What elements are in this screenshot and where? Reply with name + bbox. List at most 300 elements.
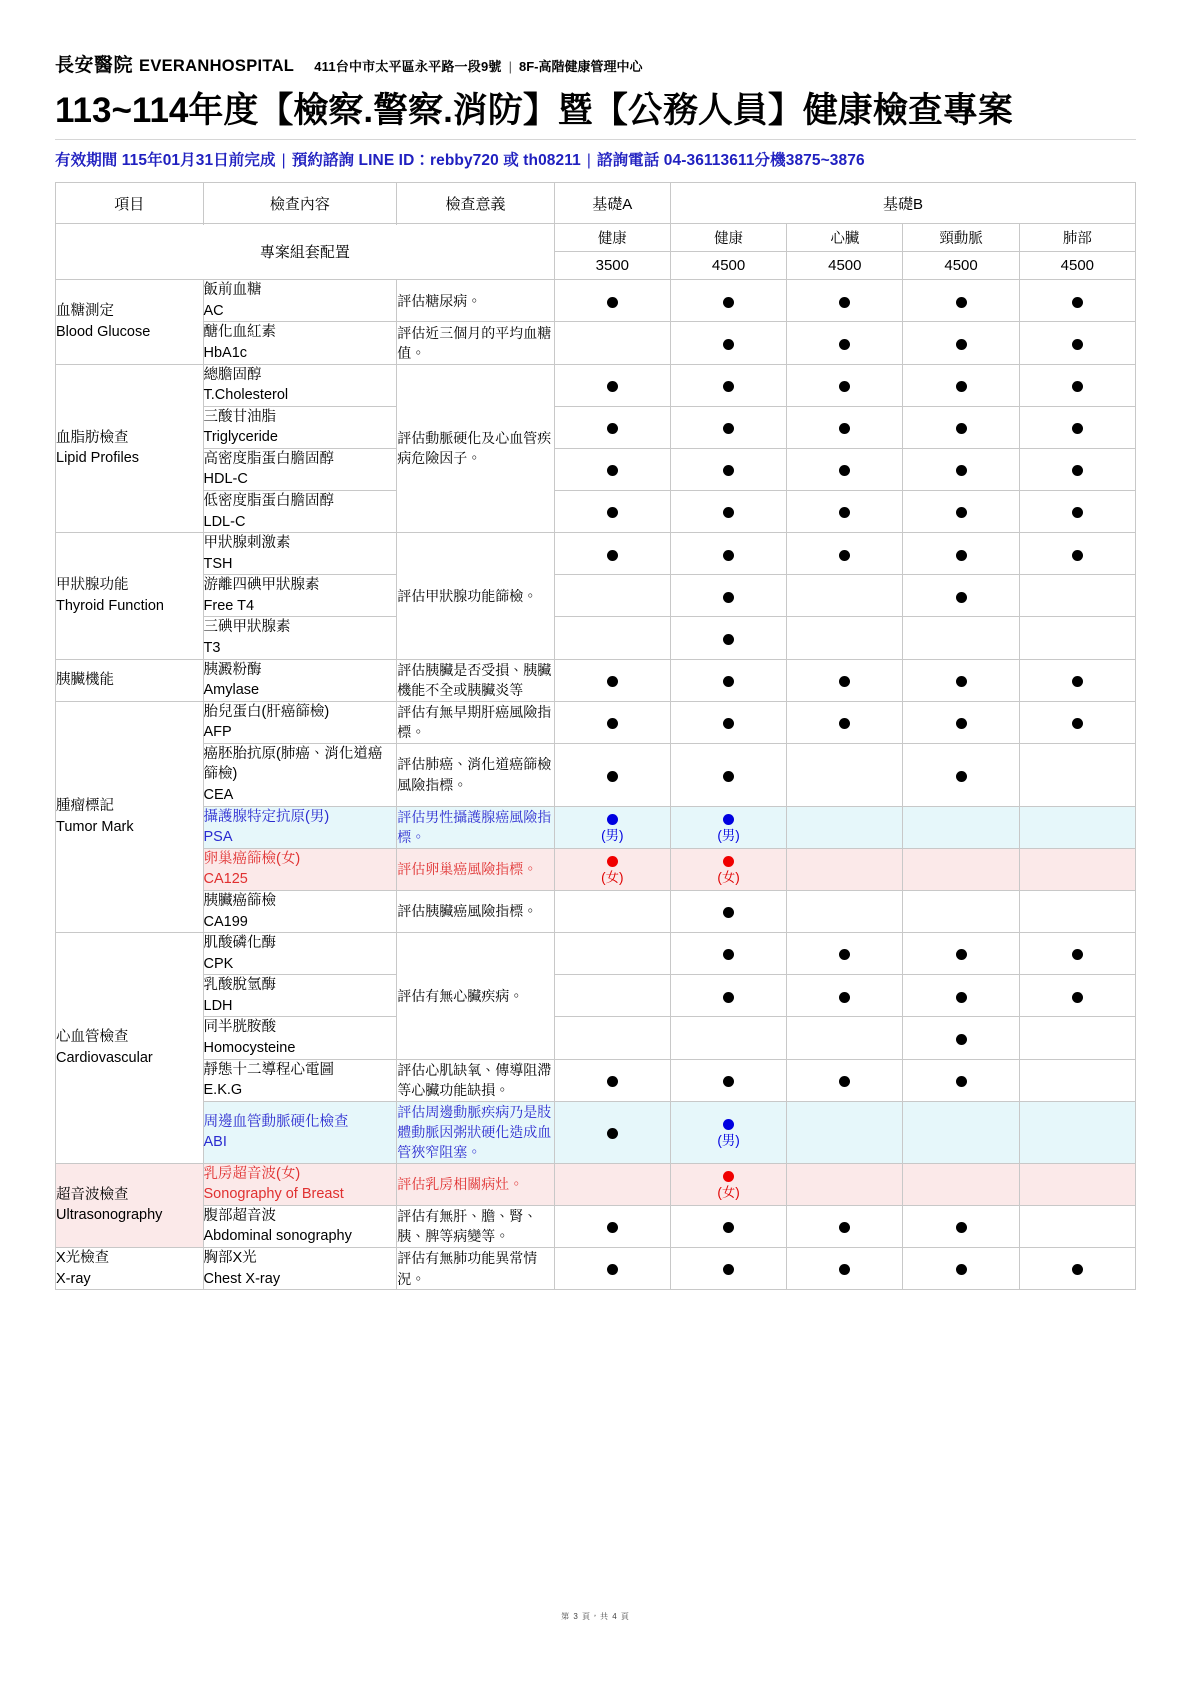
- plan-mark-cell: [787, 322, 903, 364]
- plan-mark-cell: [670, 322, 786, 364]
- plan-mark-cell: [1019, 1017, 1135, 1059]
- plan-mark-cell: [903, 322, 1019, 364]
- plan-mark-cell: [1019, 933, 1135, 975]
- plan-mark-cell: [1019, 975, 1135, 1017]
- header-row-1: [56, 183, 1136, 224]
- included-dot-icon: [723, 634, 734, 645]
- table-row: [56, 617, 1136, 659]
- plan-mark-cell: [554, 1017, 670, 1059]
- clinic-header: [55, 0, 1136, 77]
- meaning-cell: 評估有無肺功能異常情況。: [397, 1247, 554, 1289]
- meaning-cell: 評估乳房相關病灶。: [397, 1163, 554, 1205]
- included-dot-icon-male: [723, 1119, 734, 1130]
- item-cell: 腹部超音波 Abdominal sonography: [203, 1205, 397, 1247]
- plan-mark-cell: [1019, 1247, 1135, 1289]
- plan-mark-cell: [787, 701, 903, 743]
- plan-mark-cell: [554, 1205, 670, 1247]
- included-dot-icon-male: [723, 814, 734, 825]
- plan-price-0: 3500: [554, 252, 670, 280]
- plan-mark-cell: [787, 490, 903, 532]
- plan-mark-cell: [670, 806, 786, 848]
- category-cell: 血脂肪檢查 Lipid Profiles: [56, 364, 204, 533]
- meaning-cell: 評估有無肝、膽、腎、胰、脾等病變等。: [397, 1205, 554, 1247]
- plan-mark-cell: [1019, 890, 1135, 932]
- item-cell: 乳酸脫氫酶 LDH: [203, 975, 397, 1017]
- included-dot-icon: [956, 592, 967, 603]
- page-title: 113~114年度【檢察.警察.消防】暨【公務人員】健康檢查專案: [55, 91, 1013, 130]
- plan-price-4: 4500: [1019, 252, 1135, 280]
- plan-mark-cell: [554, 659, 670, 701]
- category-cell: X光檢查 X-ray: [56, 1247, 204, 1289]
- category-cell: 血糖測定 Blood Glucose: [56, 280, 204, 364]
- subtitle-divider: [55, 139, 1136, 170]
- included-dot-icon: [839, 550, 850, 561]
- contact-line: [55, 148, 1136, 170]
- table-row: [56, 490, 1136, 532]
- item-cell: 飯前血糖 AC: [203, 280, 397, 322]
- included-dot-icon: [723, 423, 734, 434]
- plan-mark-cell: [903, 1205, 1019, 1247]
- item-cell: 總膽固醇 T.Cholesterol: [203, 364, 397, 406]
- included-dot-icon: [607, 423, 618, 434]
- plan-mark-cell: [670, 890, 786, 932]
- plan-mark-cell: [1019, 848, 1135, 890]
- included-dot-icon: [956, 339, 967, 350]
- plan-mark-cell: [554, 575, 670, 617]
- plan-mark-cell: [1019, 659, 1135, 701]
- plan-mark-cell: [903, 1059, 1019, 1101]
- table-row: [56, 743, 1136, 806]
- table-row: [56, 659, 1136, 701]
- table-row: [56, 806, 1136, 848]
- table-row: [56, 280, 1136, 322]
- included-dot-icon: [956, 1222, 967, 1233]
- item-cell: 低密度脂蛋白膽固醇 LDL-C: [203, 490, 397, 532]
- plan-mark-cell: [554, 890, 670, 932]
- included-dot-icon: [723, 1264, 734, 1275]
- plan-name-1: 健康: [670, 224, 786, 252]
- item-cell: 高密度脂蛋白膽固醇 HDL-C: [203, 448, 397, 490]
- plan-mark-cell: [903, 280, 1019, 322]
- table-row: [56, 848, 1136, 890]
- included-dot-icon: [1072, 949, 1083, 960]
- meaning-cell: 評估糖尿病。: [397, 280, 554, 322]
- plan-mark-cell: [1019, 1059, 1135, 1101]
- plan-mark-cell: [1019, 1163, 1135, 1205]
- plan-mark-cell: [670, 1101, 786, 1163]
- plan-mark-cell: [787, 975, 903, 1017]
- included-dot-icon: [723, 907, 734, 918]
- meaning-cell: 評估男性攝護腺癌風險指標。: [397, 806, 554, 848]
- plan-mark-cell: [554, 1101, 670, 1163]
- item-cell: 同半胱胺酸 Homocysteine: [203, 1017, 397, 1059]
- included-dot-icon-female: [723, 856, 734, 867]
- plan-mark-cell: [903, 406, 1019, 448]
- item-cell: 三碘甲狀腺素 T3: [203, 617, 397, 659]
- table-row: [56, 890, 1136, 932]
- plan-mark-cell: [670, 1205, 786, 1247]
- included-dot-icon: [723, 297, 734, 308]
- plan-mark-cell: [787, 890, 903, 932]
- included-dot-icon: [1072, 718, 1083, 729]
- table-row: [56, 1059, 1136, 1101]
- plan-mark-cell: [903, 701, 1019, 743]
- included-dot-icon: [1072, 1264, 1083, 1275]
- item-cell: 胰澱粉酶 Amylase: [203, 659, 397, 701]
- table-header: [56, 183, 1136, 280]
- included-dot-icon: [1072, 381, 1083, 392]
- included-dot-icon: [839, 718, 850, 729]
- included-dot-icon: [607, 507, 618, 518]
- plan-mark-cell: [903, 364, 1019, 406]
- included-dot-icon: [723, 771, 734, 782]
- meaning-cell: 評估卵巢癌風險指標。: [397, 848, 554, 890]
- plan-mark-cell: [554, 975, 670, 1017]
- included-dot-icon: [1072, 297, 1083, 308]
- included-dot-icon: [1072, 550, 1083, 561]
- plan-mark-cell: [903, 1101, 1019, 1163]
- subline-sep-2: |: [586, 152, 591, 170]
- item-cell: 胎兒蛋白(肝癌篩檢) AFP: [203, 701, 397, 743]
- included-dot-icon: [723, 592, 734, 603]
- plan-price-3: 4500: [903, 252, 1019, 280]
- included-dot-icon: [1072, 423, 1083, 434]
- plan-mark-cell: [670, 701, 786, 743]
- meaning-cell: 評估周邊動脈疾病乃是肢體動脈因粥狀硬化造成血管狹窄阻塞。: [397, 1101, 554, 1163]
- table-row: [56, 575, 1136, 617]
- subline-sep-1: |: [281, 152, 286, 170]
- male-only-label: (男): [717, 1133, 740, 1149]
- plan-mark-cell: [903, 575, 1019, 617]
- plan-mark-cell: [1019, 617, 1135, 659]
- table-row: [56, 1017, 1136, 1059]
- plan-mark-cell: [554, 406, 670, 448]
- clinic-department: 8F-高階健康管理中心: [518, 59, 643, 74]
- page-footer: 第 3 頁，共 4 頁: [561, 1612, 630, 1621]
- table-row: [56, 533, 1136, 575]
- plan-mark-cell: [787, 806, 903, 848]
- included-dot-icon: [607, 465, 618, 476]
- table-row: [56, 448, 1136, 490]
- category-cell: 腫瘤標記 Tumor Mark: [56, 701, 204, 932]
- item-cell: 周邊血管動脈硬化檢查 ABI: [203, 1101, 397, 1163]
- group-header-b: 基礎B: [670, 183, 1135, 224]
- included-dot-icon: [839, 381, 850, 392]
- included-dot-icon: [956, 676, 967, 687]
- included-dot-icon: [1072, 676, 1083, 687]
- included-dot-icon: [723, 676, 734, 687]
- plan-mark-cell: [670, 1059, 786, 1101]
- table-row: [56, 975, 1136, 1017]
- item-cell: 胸部X光 Chest X-ray: [203, 1247, 397, 1289]
- plan-mark-cell: [903, 806, 1019, 848]
- plan-mark-cell: [787, 364, 903, 406]
- plan-mark-cell: [787, 1247, 903, 1289]
- category-cell: 心血管檢查 Cardiovascular: [56, 933, 204, 1164]
- col-header-meaning: 檢查意義: [397, 183, 554, 224]
- plan-mark-cell: [554, 533, 670, 575]
- plan-name-4: 肺部: [1019, 224, 1135, 252]
- included-dot-icon: [839, 297, 850, 308]
- table-row: [56, 933, 1136, 975]
- clinic-name-en: EVERANHOSPITAL: [139, 57, 295, 75]
- table-row: [56, 364, 1136, 406]
- plan-mark-cell: [554, 1163, 670, 1205]
- plan-mark-cell: [670, 933, 786, 975]
- plan-mark-cell: [1019, 406, 1135, 448]
- plan-mark-cell: [1019, 743, 1135, 806]
- included-dot-icon: [723, 550, 734, 561]
- plan-mark-cell: [903, 933, 1019, 975]
- plan-mark-cell: [1019, 280, 1135, 322]
- validity-text: 有效期間 115年01月31日前完成: [55, 152, 276, 170]
- meaning-cell: 評估心肌缺氧、傳導阻滯等心臟功能缺損。: [397, 1059, 554, 1101]
- item-cell: 甲狀腺刺激素 TSH: [203, 533, 397, 575]
- plan-mark-cell: [1019, 364, 1135, 406]
- plan-mark-cell: [787, 743, 903, 806]
- plan-mark-cell: [1019, 575, 1135, 617]
- female-only-label: (女): [717, 1185, 740, 1201]
- plan-price-2: 4500: [787, 252, 903, 280]
- included-dot-icon: [839, 949, 850, 960]
- included-dot-icon: [956, 992, 967, 1003]
- included-dot-icon: [839, 423, 850, 434]
- meaning-cell: 評估肺癌、消化道癌篩檢風險指標。: [397, 743, 554, 806]
- group-header-a: 基礎A: [554, 183, 670, 224]
- included-dot-icon: [956, 1034, 967, 1045]
- plan-mark-cell: [554, 322, 670, 364]
- plan-mark-cell: [670, 1247, 786, 1289]
- plan-mark-cell: [670, 743, 786, 806]
- plan-mark-cell: [903, 533, 1019, 575]
- item-cell: 三酸甘油脂 Triglyceride: [203, 406, 397, 448]
- included-dot-icon: [839, 339, 850, 350]
- item-cell: 卵巢癌篩檢(女) CA125: [203, 848, 397, 890]
- col-header-content: 檢查內容: [203, 183, 397, 224]
- plan-mark-cell: [787, 575, 903, 617]
- included-dot-icon: [723, 381, 734, 392]
- included-dot-icon: [956, 297, 967, 308]
- plan-mark-cell: [554, 701, 670, 743]
- included-dot-icon: [839, 1222, 850, 1233]
- included-dot-icon: [607, 381, 618, 392]
- item-cell: 攝護腺特定抗原(男) PSA: [203, 806, 397, 848]
- plan-mark-cell: [787, 448, 903, 490]
- included-dot-icon-female: [723, 1171, 734, 1182]
- clinic-name: 長安醫院: [55, 55, 134, 76]
- plan-mark-cell: [903, 1017, 1019, 1059]
- included-dot-icon: [607, 1222, 618, 1233]
- plan-mark-cell: [554, 1059, 670, 1101]
- meaning-cell: 評估近三個月的平均血糖值。: [397, 322, 554, 364]
- table-row: [56, 1205, 1136, 1247]
- plan-mark-cell: [1019, 490, 1135, 532]
- plan-mark-cell: [670, 617, 786, 659]
- plan-mark-cell: [554, 806, 670, 848]
- plan-mark-cell: [787, 1101, 903, 1163]
- table-row: [56, 1163, 1136, 1205]
- plan-mark-cell: [670, 364, 786, 406]
- included-dot-icon: [956, 718, 967, 729]
- included-dot-icon: [607, 1264, 618, 1275]
- included-dot-icon: [956, 1264, 967, 1275]
- meaning-cell: 評估有無心臟疾病。: [397, 933, 554, 1059]
- plan-mark-cell: [903, 617, 1019, 659]
- table-body: [56, 280, 1136, 1290]
- plan-mark-cell: [670, 1017, 786, 1059]
- booking-text: 預約諮詢 LINE ID：rebby720 或 th08211: [291, 152, 581, 170]
- plan-name-0: 健康: [554, 224, 670, 252]
- included-dot-icon: [607, 676, 618, 687]
- plan-mark-cell: [787, 280, 903, 322]
- category-cell: 胰臟機能: [56, 659, 204, 701]
- plan-mark-cell: [1019, 533, 1135, 575]
- included-dot-icon: [956, 507, 967, 518]
- plan-mark-cell: [1019, 1205, 1135, 1247]
- meaning-cell: 評估胰臟是否受損、胰臟機能不全或胰臟炎等: [397, 659, 554, 701]
- item-cell: 癌胚胎抗原(肺癌、消化道癌篩檢) CEA: [203, 743, 397, 806]
- male-only-label: (男): [601, 828, 624, 844]
- plan-mark-cell: [787, 1205, 903, 1247]
- plan-mark-cell: [787, 533, 903, 575]
- included-dot-icon: [956, 1076, 967, 1087]
- plan-mark-cell: [787, 1059, 903, 1101]
- category-cell: 甲狀腺功能 Thyroid Function: [56, 533, 204, 659]
- plan-mark-cell: [787, 617, 903, 659]
- included-dot-icon: [839, 507, 850, 518]
- included-dot-icon-male: [607, 814, 618, 825]
- included-dot-icon: [1072, 992, 1083, 1003]
- plan-mark-cell: [670, 848, 786, 890]
- included-dot-icon: [839, 676, 850, 687]
- item-cell: 醣化血紅素 HbA1c: [203, 322, 397, 364]
- plan-mark-cell: [787, 848, 903, 890]
- meaning-cell: 評估有無早期肝癌風險指標。: [397, 701, 554, 743]
- female-only-label: (女): [717, 870, 740, 886]
- included-dot-icon: [723, 992, 734, 1003]
- included-dot-icon: [956, 771, 967, 782]
- plan-mark-cell: [787, 659, 903, 701]
- included-dot-icon: [723, 1076, 734, 1087]
- plan-mark-cell: [903, 659, 1019, 701]
- item-cell: 肌酸磷化酶 CPK: [203, 933, 397, 975]
- plan-price-1: 4500: [670, 252, 786, 280]
- included-dot-icon: [723, 718, 734, 729]
- health-check-matrix: [55, 182, 1136, 1290]
- plan-mark-cell: [554, 280, 670, 322]
- table-row: [56, 406, 1136, 448]
- plan-mark-cell: [670, 659, 786, 701]
- included-dot-icon: [607, 550, 618, 561]
- included-dot-icon: [956, 465, 967, 476]
- included-dot-icon-female: [607, 856, 618, 867]
- male-only-label: (男): [717, 828, 740, 844]
- included-dot-icon: [723, 507, 734, 518]
- included-dot-icon: [1072, 339, 1083, 350]
- plan-mark-cell: [903, 848, 1019, 890]
- package-config-label: 專案組套配置: [56, 224, 555, 280]
- plan-mark-cell: [670, 533, 786, 575]
- plan-mark-cell: [554, 933, 670, 975]
- table-row: [56, 701, 1136, 743]
- included-dot-icon: [607, 297, 618, 308]
- plan-mark-cell: [787, 1163, 903, 1205]
- table-row: [56, 322, 1136, 364]
- plan-mark-cell: [1019, 806, 1135, 848]
- plan-name-3: 頸動脈: [903, 224, 1019, 252]
- included-dot-icon: [839, 1076, 850, 1087]
- meaning-cell: 評估動脈硬化及心血管疾病危險因子。: [397, 364, 554, 533]
- table-row: [56, 1247, 1136, 1289]
- plan-mark-cell: [1019, 701, 1135, 743]
- plan-mark-cell: [903, 448, 1019, 490]
- included-dot-icon: [956, 550, 967, 561]
- included-dot-icon: [956, 381, 967, 392]
- included-dot-icon: [839, 992, 850, 1003]
- plan-mark-cell: [903, 1247, 1019, 1289]
- plan-mark-cell: [903, 975, 1019, 1017]
- included-dot-icon: [956, 949, 967, 960]
- plan-mark-cell: [787, 933, 903, 975]
- col-header-item: 項目: [56, 183, 204, 224]
- included-dot-icon: [607, 1128, 618, 1139]
- plan-mark-cell: [1019, 322, 1135, 364]
- phone-text: 諮詢電話 04-36113611分機3875~3876: [596, 152, 865, 170]
- plan-mark-cell: [554, 1247, 670, 1289]
- plan-mark-cell: [670, 280, 786, 322]
- included-dot-icon: [839, 465, 850, 476]
- included-dot-icon: [956, 423, 967, 434]
- plan-mark-cell: [787, 406, 903, 448]
- package-config-row: [56, 224, 1136, 252]
- plan-mark-cell: [554, 448, 670, 490]
- plan-mark-cell: [670, 448, 786, 490]
- item-cell: 乳房超音波(女) Sonography of Breast: [203, 1163, 397, 1205]
- plan-mark-cell: [554, 364, 670, 406]
- included-dot-icon: [607, 771, 618, 782]
- plan-mark-cell: [903, 1163, 1019, 1205]
- plan-mark-cell: [554, 490, 670, 532]
- clinic-address: 411台中市太平區永平路一段9號: [314, 59, 502, 74]
- plan-mark-cell: [554, 848, 670, 890]
- included-dot-icon: [723, 949, 734, 960]
- included-dot-icon: [723, 465, 734, 476]
- included-dot-icon: [723, 339, 734, 350]
- included-dot-icon: [723, 1222, 734, 1233]
- plan-mark-cell: [554, 617, 670, 659]
- plan-mark-cell: [670, 575, 786, 617]
- item-cell: 游離四碘甲狀腺素 Free T4: [203, 575, 397, 617]
- plan-mark-cell: [903, 490, 1019, 532]
- plan-mark-cell: [670, 406, 786, 448]
- included-dot-icon: [607, 718, 618, 729]
- plan-mark-cell: [903, 890, 1019, 932]
- included-dot-icon: [839, 1264, 850, 1275]
- plan-mark-cell: [1019, 1101, 1135, 1163]
- female-only-label: (女): [601, 870, 624, 886]
- plan-mark-cell: [670, 1163, 786, 1205]
- item-cell: 胰臟癌篩檢 CA199: [203, 890, 397, 932]
- plan-mark-cell: [670, 490, 786, 532]
- item-cell: 靜態十二導程心電圖 E.K.G: [203, 1059, 397, 1101]
- included-dot-icon: [607, 1076, 618, 1087]
- meaning-cell: 評估胰臟癌風險指標。: [397, 890, 554, 932]
- category-cell: 超音波檢查 Ultrasonography: [56, 1163, 204, 1247]
- table-row: [56, 1101, 1136, 1163]
- header-separator: |: [508, 59, 512, 74]
- plan-mark-cell: [554, 743, 670, 806]
- plan-mark-cell: [670, 975, 786, 1017]
